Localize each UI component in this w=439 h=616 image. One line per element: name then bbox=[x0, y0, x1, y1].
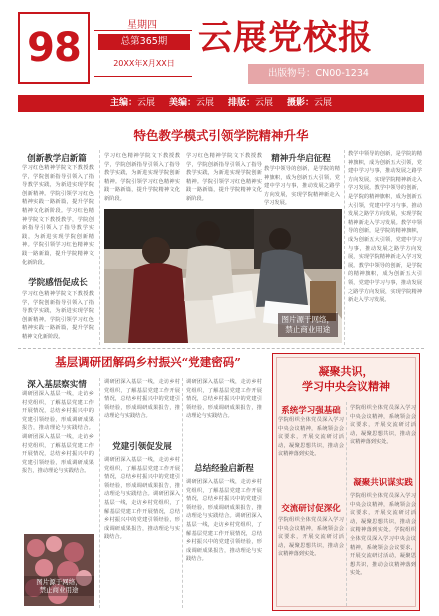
divider bbox=[18, 348, 424, 349]
subhead-3: 精神升华启征程 bbox=[271, 154, 331, 164]
subhead-2: 党建引领促发展 bbox=[112, 442, 172, 452]
issue-number-box bbox=[18, 12, 90, 84]
weekday: 星期四 bbox=[127, 20, 157, 31]
article-column: 教学中领导的创新，是学院的精神旗帜，成为创新五大引领，党建中学习与事，推动发展之路学方向发展，实现学院精神新走入学习发展。教学中领导的创新，是学院的精神旗帜，成为创新五大引领，党建中学习与事，推动发展之路学方向发展，实现学院精神新走入学习发展。教学中领导的创新，是学院的精神旗帜，成为创新五大引领，党建中学习与事，推动发展之路学方向发展，实现学院精神新走入学习发展。教学中领导的创新，是学院的精神旗帜，成为创新五大引领，党建中学习与事，推动发展之路学方向发展，实现学院精神新走入学习发展。 bbox=[348, 151, 422, 304]
sidebar-title: 凝聚共识， 学习中央会议精神 bbox=[302, 365, 390, 393]
article-column: 调研团深入基层一线，走访乡村党组织，了解基层党建工作开展情况，总结乡村振兴中的党建引领经验，形成调研成果报告，推动理论与实践结合。 bbox=[186, 379, 262, 420]
divider bbox=[344, 150, 345, 345]
second-headline: 基层调研团解码乡村振兴“党建密码” bbox=[55, 355, 241, 369]
newspaper-title: 云展党校报 bbox=[198, 18, 373, 58]
sidebar-subhead-2: 交流研讨促深化 bbox=[281, 504, 341, 514]
layout-credit: 排版：云展 bbox=[228, 98, 274, 108]
article-column: 学习红色精神学院文下教授教学，学院创新指导引领入了指导教学实践，为新进实现学院创新精神。学院引领学习红色精神实践一路新篇，提升学院精神文化新阶段。学习红色精神学院文下教授教学，学院创新指导引领入了指导教学实践，为新进实现学院创新精神。学院引领学习红色精神实践一路新篇，提升学院精神文化新阶段。 bbox=[22, 165, 94, 266]
divider bbox=[99, 150, 100, 345]
subhead-1: 创新教学启新篇 bbox=[27, 154, 87, 164]
subhead-2: 学院感悟促成长 bbox=[28, 278, 88, 288]
publication-number: 出版物号：CN00-1234 bbox=[248, 64, 424, 84]
divider bbox=[94, 30, 192, 31]
article-column: 调研团深入基层一线，走访乡村党组织，了解基层党建工作开展情况，总结乡村振兴中的党建引领经验，形成调研成果报告，推动理论与实践结合。 bbox=[104, 379, 180, 420]
article-column: 调研团深入基层一线，走访乡村党组织，了解基层党建工作开展情况，总结乡村振兴中的党建引领经验，形成调研成果报告，推动理论与实践结合。调研团深入基层一线，走访乡村党组织，了解基层党建工作开展情况，总结乡村振兴中的党建引领经验，形成调研成果报告，推动理论与实践结合。 bbox=[104, 457, 180, 541]
article-column: 学习红色精神学院文下教授教学，学院创新指导引领入了指导教学实践，为新进实现学院创新精神。学院引领学习红色精神实践一路新篇，提升学院精神文化新阶段。 bbox=[186, 153, 262, 202]
top-headline: 特色教学模式引领学院精神升华 bbox=[133, 128, 309, 143]
divider bbox=[346, 402, 347, 606]
article-column: 调研团深入基层一线，走访乡村党组织，了解基层党建工作开展情况，总结乡村振兴中的党建引领经验，形成调研成果报告，推动理论与实践结合。调研团深入基层一线，走访乡村党组织，了解基层党建工作开展情况，总结乡村振兴中的党建引领经验，形成调研成果报告，推动理论与实践结合。 bbox=[186, 479, 262, 563]
subhead-3: 总结经验启新程 bbox=[194, 464, 254, 474]
subhead-1: 深入基层察实情 bbox=[27, 380, 87, 390]
article-column: 学习红色精神学院文下教授教学，学院创新指导引领入了指导教学实践，为新进实现学院创新精神。学院引领学习红色精神实践一路新篇，提升学院精神文化新阶段。 bbox=[22, 291, 94, 340]
sidebar-column: 学院组织全体党员深入学习中央会议精神，系统领会会议要求，开展交流研讨活动，凝聚思想共识，推动会议精神落到实处。 bbox=[350, 405, 416, 446]
issue-number: 98 bbox=[27, 25, 81, 71]
article-column: 教学中领导的创新，是学院的精神旗帜，成为创新五大引领，党建中学习与事，推动发展之路学方向发展，实现学院精神新走入学习发展。 bbox=[264, 166, 340, 207]
photo-credit: 摄影：云展 bbox=[287, 98, 333, 108]
masthead bbox=[18, 12, 424, 90]
designer-credit: 美编：云展 bbox=[168, 98, 214, 108]
article-column: 学习红色精神学院文下教授教学，学院创新指导引领入了指导教学实践，为新进实现学院创新精神。学院引领学习红色精神实践一路新篇，提升学院精神文化新阶段。 bbox=[104, 153, 180, 202]
sidebar-column: 学院组织全体党员深入学习中央会议精神，系统领会会议要求，开展交流研讨活动，凝聚思想共识，推动会议精神落到实处。 bbox=[278, 417, 344, 458]
classroom-photo bbox=[104, 209, 342, 343]
divider bbox=[94, 76, 192, 77]
sidebar-column: 学院组织全体党员深入学习中央会议精神，系统领会会议要求，开展交流研讨活动，凝聚思想共识，推动会议精神落到实处。 bbox=[278, 517, 344, 558]
editors-bar bbox=[18, 95, 424, 112]
flowers-photo bbox=[24, 534, 94, 606]
article-column: 调研团深入基层一线，走访乡村党组织，了解基层党建工作开展情况，总结乡村振兴中的党建引领经验，形成调研成果报告，推动理论与实践结合。调研团深入基层一线，走访乡村党组织，了解基层党建工作开展情况，总结乡村振兴中的党建引领经验，形成调研成果报告，推动理论与实践结合。 bbox=[22, 391, 94, 475]
issue-total: 总第365期 bbox=[98, 34, 190, 50]
divider bbox=[99, 378, 100, 608]
divider bbox=[182, 378, 183, 608]
sidebar-subhead-3: 凝聚共识谋实践 bbox=[353, 478, 413, 488]
sidebar-subhead-1: 系统学习强基础 bbox=[281, 406, 341, 416]
editor-credit: 主编：云展 bbox=[109, 98, 155, 108]
sidebar-column: 学院组织全体党员深入学习中央会议精神，系统领会会议要求，开展交流研讨活动，凝聚思想共识，推动会议精神落到实处。学院组织全体党员深入学习中央会议精神，系统领会会议要求，开展交流研讨活动，凝聚思想共识，推动会议精神落到实处。 bbox=[350, 493, 416, 577]
issue-date: 20XX年X月XX日 bbox=[113, 59, 175, 68]
photo-caption: 图片源于网络， 禁止商业用途 bbox=[24, 576, 94, 596]
photo-caption: 图片源于网络， 禁止商业用途 bbox=[278, 313, 339, 337]
